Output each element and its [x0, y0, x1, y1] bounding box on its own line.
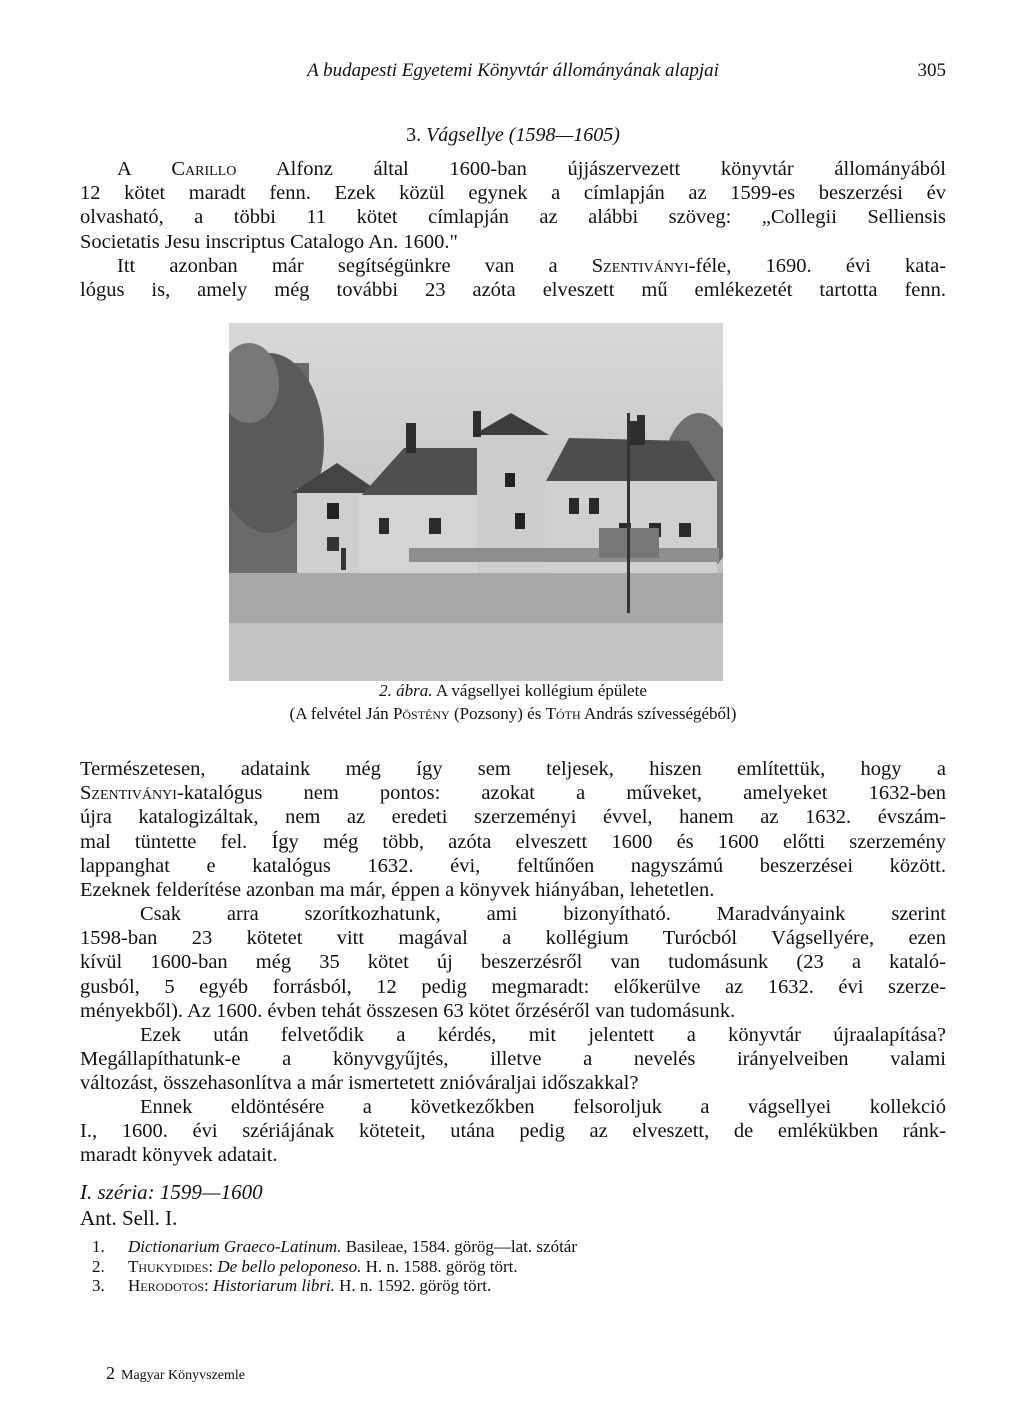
college-building-photo [229, 323, 723, 681]
series-subtitle: Ant. Sell. I. [80, 1206, 178, 1230]
text-line: Megállapíthatunk-e a könyvgyűjtés, illetve a nevelés irányelveiben valami [80, 1048, 946, 1071]
text-line: 12 kötet maradt fenn. Ezek közül egynek a címlapján az 1599-es beszerzési év [80, 182, 946, 205]
list-item: 1. Dictionarium Graeco-Latinum. Basileae, 1584. görög—lat. szótár [92, 1237, 578, 1256]
text-line: 1598-ban 23 kötetet vitt magával a kollégium Turócból Vágsellyére, ezen [80, 927, 946, 950]
text-line: Csak arra szorítkozhatunk, ami bizonyítható. Maradványaink szerint [140, 903, 946, 925]
text-line: maradt könyvek adatait. [80, 1144, 278, 1167]
building-illustration [229, 323, 723, 681]
journal-name: Magyar Könyvszemle [121, 1368, 246, 1383]
text-line: Societatis Jesu inscriptus Catalogo An. 1600." [80, 230, 458, 253]
running-head: A budapesti Egyetemi Könyvtár állományának alapjai [307, 60, 719, 81]
text-line: ményekből). Az 1600. évben tehát összesen 63 kötet őrzéséről van tudomásunk. [80, 999, 736, 1022]
text-line: Szentiványi-katalógus nem pontos: azokat a műveket, amelyeket 1632-ben [80, 782, 946, 805]
text-line: olvasható, a többi 11 kötet címlapján az alábbi szöveg: „Collegii Selliensis [80, 206, 946, 229]
text-line: gusból, 5 egyéb forrásból, 12 pedig megmaradt: előkerülve az 1632. évi szerze- [80, 975, 946, 998]
list-item: 3. Herodotos: Historiarum libri. H. n. 1592. görög tört. [92, 1276, 492, 1295]
series-title: I. széria: 1599—1600 [80, 1180, 263, 1204]
book-list [80, 1237, 946, 1296]
body-paragraph-3 [80, 1023, 946, 1096]
figure-credit: (A felvétel Ján Pöstény (Pozsony) és Tóth András szívességéből) [289, 704, 737, 723]
text-line: mal tüntette fel. Így még több, azóta elveszett 1600 és 1600 előtti szerzemény [80, 830, 946, 853]
section-number: 3. [406, 124, 422, 146]
text-line: A Carillo Alfonz által 1600-ban újjászervezett könyvtár állományából [117, 158, 946, 180]
second-paragraph [80, 254, 946, 302]
section-title: Vágsellye (1598—1605) [426, 124, 620, 146]
body-paragraph-4 [80, 1095, 946, 1168]
page-number: 305 [917, 60, 946, 81]
text-line: Ezek után felvetődik a kérdés, mit jelentett a könyvtár újraalapítása? [140, 1024, 946, 1046]
list-item: 2. Thukydides: De bello peloponeso. H. n. 1588. görög tört. [92, 1256, 518, 1276]
text-line: Itt azonban már segítségünkre van a Szentiványi-féle, 1690. évi kata- [117, 255, 946, 277]
text-line: változást, összehasonlítva a már ismertetett znióváraljai időszakkal? [80, 1072, 639, 1095]
section-heading [80, 124, 946, 147]
text-line: lappanghat e katalógus 1632. évi, feltűnően nagyszámú beszerzései között. [80, 854, 946, 877]
figure-caption: 2. ábra. A vágsellyei kollégium épülete [379, 681, 647, 700]
text-line: I., 1600. évi szériájának köteteit, utána pedig az elveszett, de emlékükben ránk- [80, 1120, 946, 1143]
body-paragraph-1 [80, 757, 946, 902]
intro-paragraph [80, 157, 946, 254]
text-line: lógus is, amely még további 23 azóta elveszett mű emlékezetét tartotta fenn. [80, 279, 946, 302]
text-line: Természetesen, adataink még így sem teljesek, hiszen említettük, hogy a [80, 758, 946, 780]
text-line: Ezeknek felderítése azonban ma már, éppen a könyvek hiányában, lehetetlen. [80, 879, 715, 902]
text-line: kívül 1600-ban még 35 kötet új beszerzésről van tudomásunk (23 a kataló- [80, 951, 946, 974]
text-line: újra katalogizáltak, nem az eredeti szerzeményi évvel, hanem az 1632. évszám- [80, 806, 946, 829]
text-line: Ennek eldöntésére a következőkben felsoroljuk a vágsellyei kollekció [140, 1096, 946, 1118]
printer-signature [106, 1363, 245, 1384]
figure-number: 2. ábra. [379, 681, 433, 700]
signature-number: 2 [106, 1363, 115, 1383]
body-paragraph-2 [80, 902, 946, 1023]
